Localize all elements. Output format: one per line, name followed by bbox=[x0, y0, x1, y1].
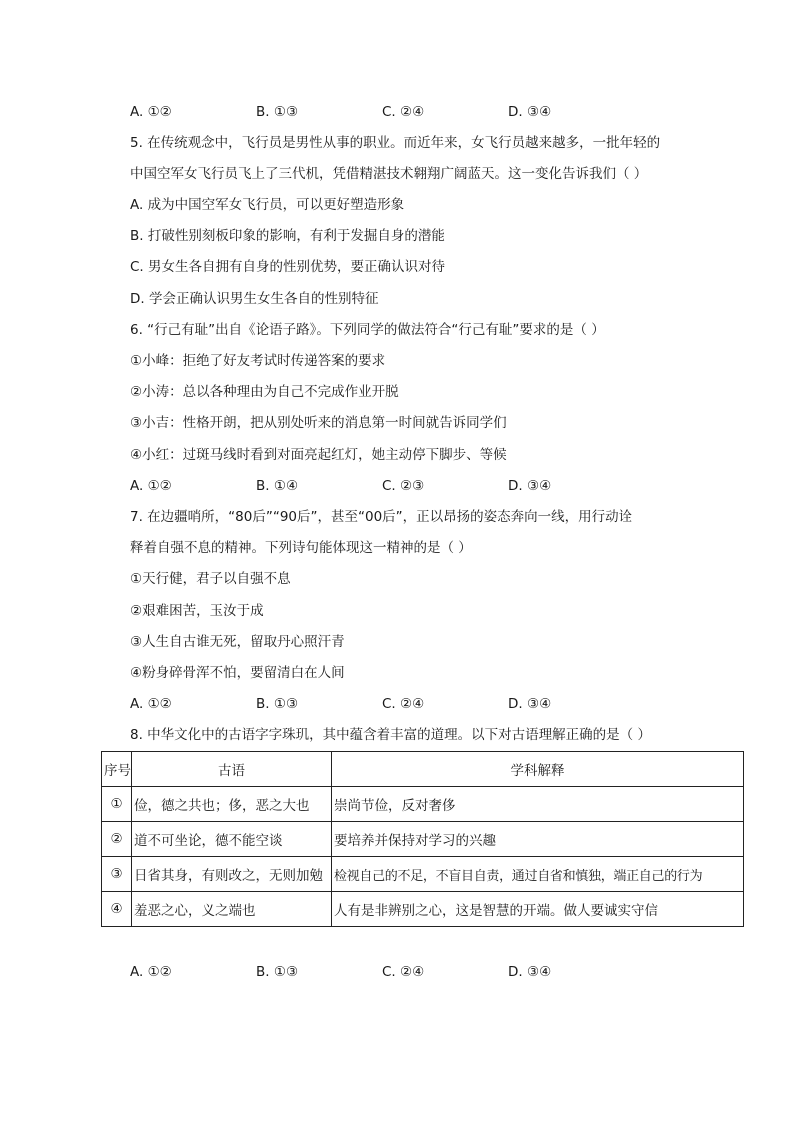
ancient-sayings-table bbox=[101, 751, 744, 927]
header-explanation: 学科解释 bbox=[332, 752, 744, 787]
q5-stem-line2: 中国空军女飞行员飞上了三代机，凭借精湛技术翱翔广阔蓝天。这一变化告诉我们（ ） bbox=[130, 166, 648, 182]
q4-options bbox=[130, 102, 650, 122]
q8-option-b[interactable]: B. ①③ bbox=[256, 964, 299, 980]
q8-option-a[interactable]: A. ①② bbox=[130, 964, 172, 980]
row-explanation: 要培养并保持对学习的兴趣 bbox=[332, 822, 744, 857]
table-row bbox=[102, 822, 744, 857]
q5-choice-c[interactable]: C. 男女生各自拥有自身的性别优势，要正确认识对待 bbox=[130, 259, 446, 275]
table-row bbox=[102, 857, 744, 892]
q8-option-c[interactable]: C. ②④ bbox=[382, 964, 425, 980]
q7-option-b[interactable]: B. ①③ bbox=[256, 696, 299, 712]
q6-option-d[interactable]: D. ③④ bbox=[508, 478, 552, 494]
row-explanation: 崇尚节俭，反对奢侈 bbox=[332, 787, 744, 822]
row-index: ② bbox=[102, 822, 132, 857]
q6-option-a[interactable]: A. ①② bbox=[130, 478, 172, 494]
header-saying: 古语 bbox=[132, 752, 332, 787]
row-saying: 道不可坐论，德不能空谈 bbox=[132, 822, 332, 857]
q4-option-d[interactable]: D. ③④ bbox=[508, 104, 552, 120]
q4-option-a[interactable]: A. ①② bbox=[130, 104, 172, 120]
q7-item-2: ②艰难困苦，玉汝于成 bbox=[130, 603, 264, 619]
table-header-row bbox=[102, 752, 744, 787]
q7-option-d[interactable]: D. ③④ bbox=[508, 696, 552, 712]
row-explanation: 人有是非辨别之心，这是智慧的开端。做人要诚实守信 bbox=[332, 892, 744, 927]
q7-item-4: ④粉身碎骨浑不怕，要留清白在人间 bbox=[130, 665, 345, 681]
q7-item-3: ③人生自古谁无死，留取丹心照汗青 bbox=[130, 634, 345, 650]
row-saying: 俭，德之共也；侈，恶之大也 bbox=[132, 787, 332, 822]
q4-option-b[interactable]: B. ①③ bbox=[256, 104, 299, 120]
q8-options bbox=[130, 962, 650, 982]
q7-item-1: ①天行健，君子以自强不息 bbox=[130, 571, 291, 587]
q7-option-c[interactable]: C. ②④ bbox=[382, 696, 425, 712]
q6-item-1: ①小峰：拒绝了好友考试时传递答案的要求 bbox=[130, 353, 386, 369]
q6-item-3: ③小吉：性格开朗，把从别处听来的消息第一时间就告诉同学们 bbox=[130, 415, 507, 431]
q6-item-4: ④小红：过斑马线时看到对面亮起红灯，她主动停下脚步、等候 bbox=[130, 447, 507, 463]
q8-stem: 8. 中华文化中的古语字字珠玑，其中蕴含着丰富的道理。以下对古语理解正确的是（ ） bbox=[130, 727, 651, 743]
row-index: ③ bbox=[102, 857, 132, 892]
header-index: 序号 bbox=[102, 752, 132, 787]
q7-stem-line2: 释着自强不息的精神。下列诗句能体现这一精神的是（ ） bbox=[130, 540, 472, 556]
q7-options bbox=[130, 694, 650, 714]
row-saying: 羞恶之心，义之端也 bbox=[132, 892, 332, 927]
q5-choice-b[interactable]: B. 打破性别刻板印象的影响，有利于发掘自身的潜能 bbox=[130, 228, 445, 244]
q6-option-c[interactable]: C. ②③ bbox=[382, 478, 425, 494]
table-row bbox=[102, 787, 744, 822]
table-row bbox=[102, 892, 744, 927]
q7-option-a[interactable]: A. ①② bbox=[130, 696, 172, 712]
row-saying: 日省其身，有则改之，无则加勉 bbox=[132, 857, 332, 892]
q6-option-b[interactable]: B. ①④ bbox=[256, 478, 299, 494]
row-index: ④ bbox=[102, 892, 132, 927]
row-explanation: 检视自己的不足，不盲目自责，通过自省和慎独，端正自己的行为 bbox=[332, 857, 744, 892]
q5-stem-line1: 5. 在传统观念中，飞行员是男性从事的职业。而近年来，女飞行员越来越多，一批年轻的 bbox=[130, 135, 661, 151]
q8-option-d[interactable]: D. ③④ bbox=[508, 964, 552, 980]
q6-item-2: ②小涛：总以各种理由为自己不完成作业开脱 bbox=[130, 384, 399, 400]
q4-option-c[interactable]: C. ②④ bbox=[382, 104, 425, 120]
q7-stem-line1: 7. 在边疆哨所，“80后”“90后”，甚至“00后”，正以昂扬的姿态奔向一线，用行动诠 bbox=[130, 509, 633, 525]
row-index: ① bbox=[102, 787, 132, 822]
q6-stem: 6. “行己有耻”出自《论语子路》。下列同学的做法符合“行己有耻”要求的是（ ） bbox=[130, 322, 605, 338]
q5-choice-a[interactable]: A. 成为中国空军女飞行员，可以更好塑造形象 bbox=[130, 197, 405, 213]
q5-choice-d[interactable]: D. 学会正确认识男生女生各自的性别特征 bbox=[130, 291, 379, 307]
q6-options bbox=[130, 476, 650, 496]
